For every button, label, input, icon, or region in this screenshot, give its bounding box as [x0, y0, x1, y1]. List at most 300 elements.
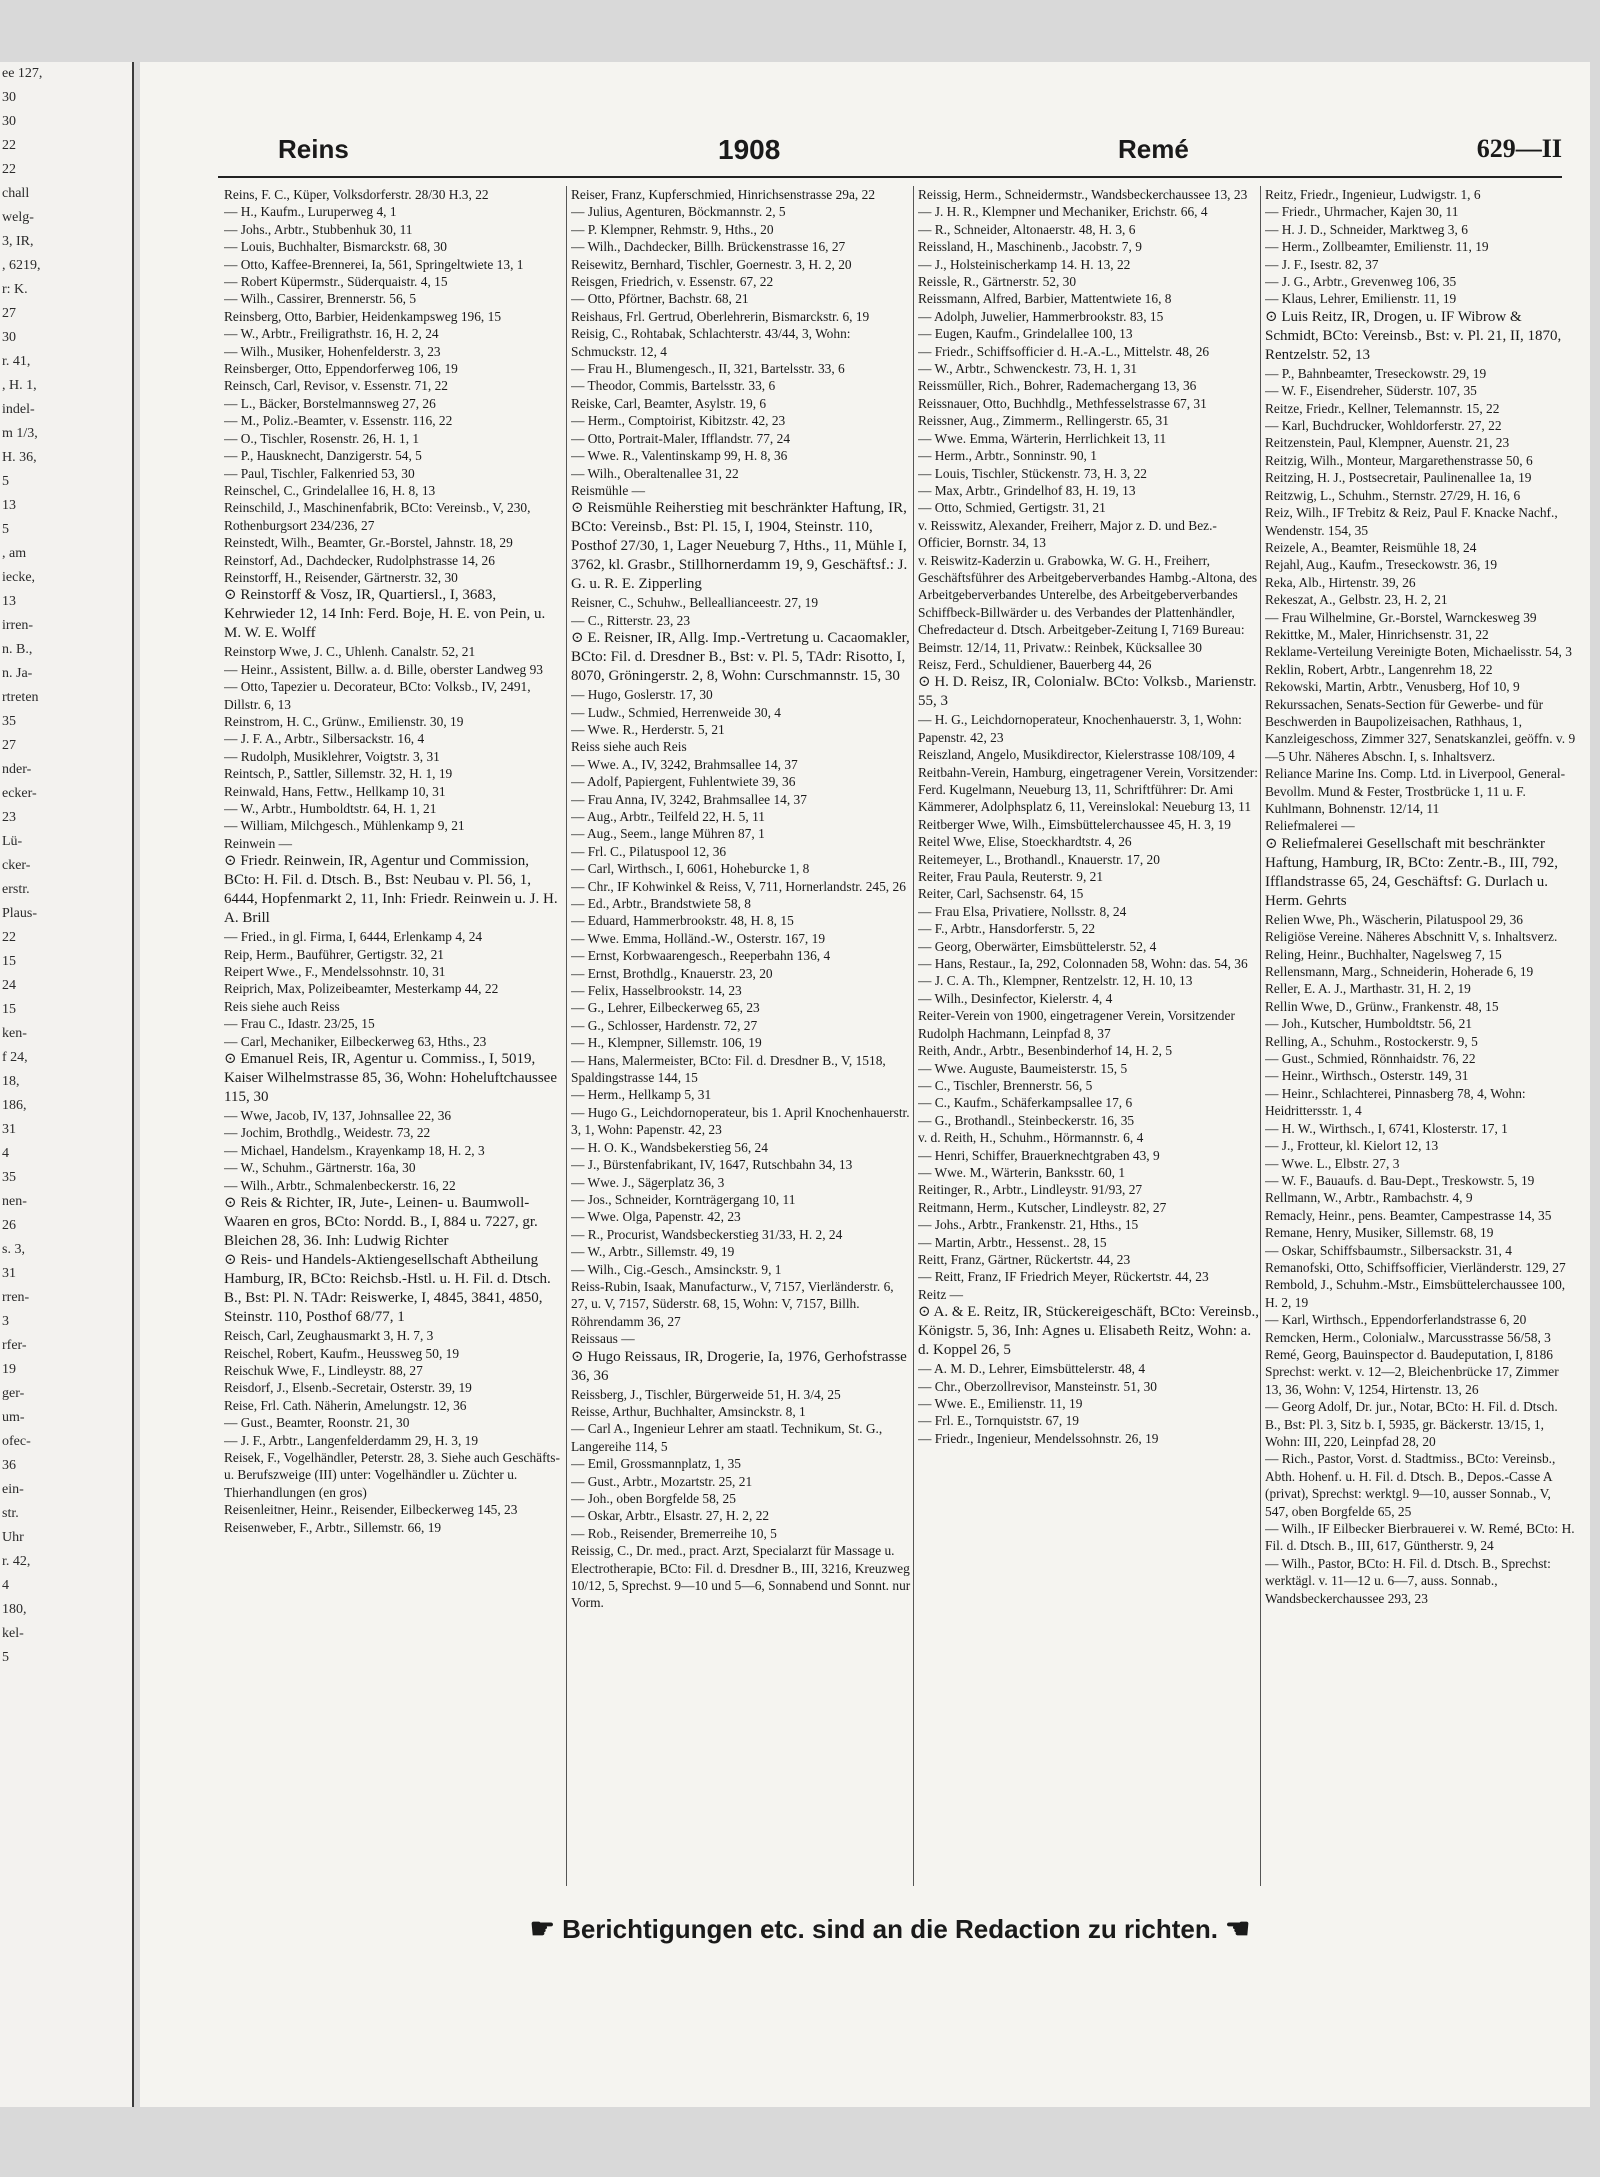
previous-page-fragment: ein- [2, 1482, 24, 1497]
directory-entry: Reinsberg, Otto, Barbier, Heidenkampsweg 196, 15 [224, 308, 502, 324]
directory-entry: v. Reiswitz-Kaderzin u. Grabowka, W. G. H., Freiherr, Geschäftsführer des Arbeitgeberverbandes Hambg.-Altona, des Arbeitgeberverbandes Unterelbe, des Arbeitgeberverbandes Schiffbeck-Billwärder u. des Verbandes der Plattenhändler, Chefredacteur d. Dtsch. Arbeitgeber-Zeitung I, 7169 Bureau: Beimstr. 12/14, 11, Privatw.: Reinbek, Kücksallee 30 [918, 552, 1258, 655]
directory-entry: Reissig, Herm., Schneidermstr., Wandsbeckerchaussee 13, 23 [918, 187, 1248, 202]
previous-page-fragment: 35 [2, 1170, 16, 1185]
directory-entry: — Chr., Oberzollrevisor, Mansteinstr. 51, 30 [918, 1378, 1157, 1394]
directory-entry: — Jos., Schneider, Kornträgergang 10, 11 [571, 1191, 796, 1207]
directory-entry: Reissberg, J., Tischler, Bürgerweide 51, H. 3/4, 25 [571, 1386, 841, 1402]
directory-entry: Reisz, Ferd., Schuldiener, Bauerberg 44, 26 [918, 656, 1152, 672]
directory-entry: — Adolf, Papiergent, Fuhlentwiete 39, 36 [571, 774, 796, 790]
directory-entry: — H., Kaufm., Luruperweg 4, 1 [224, 204, 397, 220]
directory-entry: Reiser, Franz, Kupferschmied, Hinrichsenstrasse 29a, 22 [571, 187, 876, 202]
directory-entry: ⊙ Reinstorff & Vosz, IR, Quartiersl., I, 3683, Kehrwieder 12, 14 Inh: Ferd. Boje, H. E. von Pein, u. M. W. E. Wolff [224, 587, 546, 642]
directory-entry: — Reitt, Franz, IF Friedrich Meyer, Rückertstr. 44, 23 [918, 1269, 1209, 1285]
directory-entry: Reitmann, Herm., Kutscher, Lindleystr. 82, 27 [918, 1199, 1167, 1215]
directory-entry: Reisig, C., Rohtabak, Schlachterstr. 43/44, 3, Wohn: Schmuckstr. 12, 4 [571, 326, 851, 359]
directory-entry: Reitze, Friedr., Kellner, Telemannstr. 15, 22 [1265, 400, 1500, 416]
directory-entry: Reklame-Verteilung Vereinigte Boten, Michaelisstr. 54, 3 [1265, 644, 1572, 660]
directory-entry: Reitt, Franz, Gärtner, Rückertstr. 44, 23 [918, 1251, 1131, 1267]
directory-entry: ⊙ Reliefmalerei Gesellschaft mit beschränkter Haftung, Hamburg, IR, BCto: Zentr.-B., III, 792, Ifflandstrasse 65, 24, Geschäftsf: G. Durlach u. Herm. Gehrts [1265, 835, 1559, 909]
directory-entry: — Otto, Schmied, Gertigstr. 31, 21 [918, 500, 1106, 516]
directory-entry: Rejahl, Aug., Kaufm., Treseckowstr. 36, 19 [1265, 557, 1498, 573]
directory-entry: — Georg Adolf, Dr. jur., Notar, BCto: H. Fil. d. Dtsch. B., Bst: Pl. 3, Sitz b. I, 5935, gr. Bäckerstr. 13/15, 1, Wohn: III, 220, Leinpfad 28, 20 [1265, 1399, 1558, 1449]
directory-entry: Reka, Alb., Hirtenstr. 39, 26 [1265, 574, 1416, 590]
directory-entry: Reitzing, H. J., Postsecretair, Paulinenallee 1a, 19 [1265, 470, 1532, 486]
directory-entry: Reissland, H., Maschinenb., Jacobstr. 7, 9 [918, 239, 1142, 255]
directory-entry: Reinstorf, Ad., Dachdecker, Rudolphstrasse 14, 26 [224, 552, 495, 568]
directory-entry: — Herm., Zollbeamter, Emilienstr. 11, 19 [1265, 239, 1489, 255]
previous-page-fragment: 18, [2, 1074, 20, 1089]
directory-entry: Reitzenstein, Paul, Klempner, Auenstr. 21, 23 [1265, 435, 1510, 451]
directory-entry: Reipert Wwe., F., Mendelssohnstr. 10, 31 [224, 964, 446, 980]
directory-entry: Reischel, Robert, Kaufm., Heussweg 50, 19 [224, 1345, 460, 1361]
directory-entry: — H., Klempner, Sillemstr. 106, 19 [571, 1035, 762, 1051]
directory-entry: Reinstorff, H., Reisender, Gärtnerstr. 32, 30 [224, 569, 458, 585]
directory-entry: — Chr., IF Kohwinkel & Reiss, V, 711, Hornerlandstr. 245, 26 [571, 878, 906, 894]
directory-entry: Reiszland, Angelo, Musikdirector, Kielerstrasse 108/109, 4 [918, 747, 1235, 763]
directory-entry: — H. W., Wirthsch., I, 6741, Klosterstr. 17, 1 [1265, 1120, 1508, 1136]
directory-entry: — C., Kaufm., Schäferkampsallee 17, 6 [918, 1095, 1133, 1111]
previous-page-fragment: 36 [2, 1458, 16, 1473]
previous-page-fragment: , H. 1, [2, 378, 37, 393]
directory-entry: — Carl, Wirthsch., I, 6061, Hoheburcke 1, 8 [571, 861, 810, 877]
previous-page-fragment: 186, [2, 1098, 27, 1113]
directory-entry: Relling, A., Schuhm., Rostockerstr. 9, 5 [1265, 1033, 1478, 1049]
previous-page-fragment: welg- [2, 210, 34, 225]
directory-entry: — Adolph, Juwelier, Hammerbrookstr. 83, 15 [918, 308, 1164, 324]
column-1 [224, 186, 565, 1886]
directory-entry: — J. F. A., Arbtr., Silbersackstr. 16, 4 [224, 731, 425, 747]
directory-entry: — Otto, Kaffee-Brennerei, Ia, 561, Springeltwiete 13, 1 [224, 256, 524, 272]
footer-notice [218, 1912, 1562, 1945]
directory-entry: — W., Arbtr., Freiligrathstr. 16, H. 2, 24 [224, 326, 439, 342]
directory-entry: Reissaus — [571, 1331, 635, 1347]
directory-entry: — Joh., oben Borgfelde 58, 25 [571, 1491, 736, 1506]
directory-entry: Rekurssachen, Senats-Section für Gewerbe- und für Beschwerden in Baupolizeisachen, Rathhaus, 1, Kanzleigeschoss, Zimmer 327, Senatskanzlei, geöffn. v. 9—5 Uhr. Näheres Abschn. I, s. Inhaltsverz. [1265, 696, 1576, 764]
directory-entry: — Aug., Arbtr., Teilfeld 22, H. 5, 11 [571, 808, 765, 824]
directory-entry: — R., Schneider, Altonaerstr. 48, H. 3, 6 [918, 221, 1136, 237]
previous-page-fragment: ee 127, [2, 66, 43, 81]
directory-entry: — Wwe. J., Sägerplatz 36, 3 [571, 1174, 725, 1190]
directory-entry: — Carl, Mechaniker, Eilbeckerweg 63, Hths., 23 [224, 1033, 487, 1049]
directory-entry: — Frau Wilhelmine, Gr.-Borstel, Warnckesweg 39 [1265, 609, 1537, 625]
directory-entry: Reith, Andr., Arbtr., Besenbinderhof 14, H. 2, 5 [918, 1043, 1173, 1059]
directory-entry: Reinstedt, Wilh., Beamter, Gr.-Borstel, Jahnstr. 18, 29 [224, 535, 513, 551]
directory-entry: — J. C. A. Th., Klempner, Rentzelstr. 12, H. 10, 13 [918, 973, 1193, 989]
previous-page-fragment: s. 3, [2, 1242, 25, 1257]
directory-entry: — P. Klempner, Rehmstr. 9, Hths., 20 [571, 221, 774, 237]
directory-entry: — Friedr., Ingenieur, Mendelssohnstr. 26, 19 [918, 1430, 1159, 1446]
directory-entry: Reitzig, Wilh., Monteur, Margarethenstrasse 50, 6 [1265, 452, 1533, 468]
directory-entry: Reiprich, Max, Polizeibeamter, Mesterkamp 44, 22 [224, 981, 499, 997]
previous-page-fragment: str. [2, 1506, 19, 1521]
directory-entry: — Hans, Malermeister, BCto: Fil. d. Dresdner B., V, 1518, Spaldingstrasse 144, 15 [571, 1052, 886, 1086]
directory-entry: — Aug., Seem., lange Mühren 87, 1 [571, 826, 765, 842]
directory-entry: — Otto, Portrait-Maler, Ifflandstr. 77, 24 [571, 430, 791, 446]
directory-entry: — Klaus, Lehrer, Emilienstr. 11, 19 [1265, 291, 1457, 307]
directory-entry: Reitberger Wwe, Wilh., Eimsbüttelerchaussee 45, H. 3, 19 [918, 816, 1231, 832]
directory-entry: — R., Procurist, Wandsbeckerstieg 31/33, H. 2, 24 [571, 1226, 843, 1242]
directory-entry: Reissig, C., Dr. med., pract. Arzt, Specialarzt für Massage u. Electrotherapie, BCto: Fil. d. Dresdner B., III, 3216, Kreuzweg 10/12, 5, Sprechst. 9—10 und 5—6, Sonnabend und Sonnt. nur Vorm. [571, 1543, 911, 1611]
directory-entry: — Martin, Arbtr., Hessenst.. 28, 15 [918, 1234, 1107, 1250]
directory-entry: — J., Frotteur, kl. Kielort 12, 13 [1265, 1138, 1439, 1154]
directory-entry: — Robert Küpermstr., Süderquaistr. 4, 15 [224, 274, 448, 290]
directory-entry: — O., Tischler, Rosenstr. 26, H. 1, 1 [224, 430, 420, 446]
directory-entry: — Karl, Wirthsch., Eppendorferlandstrasse 6, 20 [1265, 1312, 1527, 1328]
directory-entry: Reliefmalerei — [1265, 818, 1355, 834]
pointing-hand-icon: ☚ [1225, 1913, 1251, 1944]
directory-entry: Reizele, A., Beamter, Reismühle 18, 24 [1265, 539, 1477, 555]
directory-entry: — Oskar, Arbtr., Elsastr. 27, H. 2, 22 [571, 1508, 770, 1524]
directory-entry: — W. F., Eisendreher, Süderstr. 107, 35 [1265, 383, 1477, 399]
previous-page-fragment: m 1/3, [2, 426, 38, 441]
previous-page-fragment: 5 [2, 522, 9, 537]
directory-entry: — Friedr., Schiffsofficier d. H.-A.-L., Mittelstr. 48, 26 [918, 343, 1210, 359]
directory-entry: — Frl. E., Tornquiststr. 67, 19 [918, 1413, 1080, 1429]
directory-entry: Reling, Heinr., Buchhalter, Nagelsweg 7, 15 [1265, 946, 1502, 962]
previous-page-fragment: ecker- [2, 786, 37, 801]
directory-entry: Reitel Wwe, Elise, Stoeckhardtstr. 4, 26 [918, 834, 1132, 850]
previous-page-fragment: 22 [2, 162, 16, 177]
previous-page-fragment: f 24, [2, 1050, 28, 1065]
directory-entry: — Wwe. R., Valentinskamp 99, H. 8, 36 [571, 448, 788, 464]
directory-entry: — Eugen, Kaufm., Grindelallee 100, 13 [918, 326, 1133, 342]
directory-entry: — W., Arbtr., Sillemstr. 49, 19 [571, 1244, 735, 1260]
directory-entry: — J. H. R., Klempner und Mechaniker, Erichstr. 66, 4 [918, 204, 1208, 220]
directory-entry: — Herm., Arbtr., Sonninstr. 90, 1 [918, 448, 1097, 464]
previous-page-fragment: cker- [2, 858, 31, 873]
previous-page-fragment: um- [2, 1410, 25, 1425]
directory-entry: Reissnauer, Otto, Buchhdlg., Methfesselstrasse 67, 31 [918, 395, 1207, 411]
directory-entry: Reismühle — [571, 482, 646, 498]
directory-entry: — Wwe. E., Emilienstr. 11, 19 [918, 1396, 1083, 1411]
previous-page-fragment: 19 [2, 1362, 16, 1377]
previous-page-fragment: 24 [2, 978, 16, 993]
previous-page-edge [0, 62, 134, 2107]
directory-entry: — Karl, Buchdrucker, Wohldorferstr. 27, 22 [1265, 418, 1502, 434]
previous-page-fragment: 22 [2, 930, 16, 945]
previous-page-fragment: n. Ja- [2, 666, 33, 681]
directory-entry: — Frl. C., Pilatuspool 12, 36 [571, 843, 727, 859]
directory-entry: — P., Hausknecht, Danzigerstr. 54, 5 [224, 448, 422, 464]
directory-entry: — Otto, Pförtner, Bachstr. 68, 21 [571, 291, 749, 307]
directory-entry: — C., Ritterstr. 23, 23 [571, 612, 691, 628]
directory-entry: — Ernst, Korbwaarengesch., Reeperbahn 136, 4 [571, 948, 831, 964]
directory-entry: — Wwe. A., IV, 3242, Brahmsallee 14, 37 [571, 756, 798, 772]
directory-entry: ⊙ A. & E. Reitz, IR, Stückereigeschäft, BCto: Vereinsb., Königstr. 5, 36, Inh: Agnes u. Elisabeth Reitz, Wohn: a. d. Koppel 26, 5 [918, 1304, 1259, 1359]
directory-entry: Reiter, Carl, Sachsenstr. 64, 15 [918, 886, 1084, 902]
directory-entry: Rellin Wwe, D., Grünw., Frankenstr. 48, 15 [1265, 998, 1499, 1014]
directory-entry: — Louis, Buchhalter, Bismarckstr. 68, 30 [224, 239, 447, 255]
directory-entry: — Heinr., Schlachterei, Pinnasberg 78, 4, Wohn: Heidrittersstr. 1, 4 [1265, 1085, 1526, 1119]
directory-entry: Reinstorp Wwe, J. C., Uhlenh. Canalstr. 52, 21 [224, 644, 476, 660]
directory-entry: Reisch, Carl, Zeughausmarkt 3, H. 7, 3 [224, 1328, 434, 1344]
directory-entry: — Carl A., Ingenieur Lehrer am staatl. Technikum, St. G., Langereihe 114, 5 [571, 1421, 883, 1454]
directory-page [140, 62, 1590, 2107]
directory-entry: — Otto, Tapezier u. Decorateur, BCto: Volksb., IV, 2491, Dillstr. 6, 13 [224, 679, 531, 712]
directory-entry: Remcken, Herm., Colonialw., Marcusstrasse 56/58, 3 [1265, 1329, 1551, 1345]
directory-entry: — Jochim, Brothdlg., Weidestr. 73, 22 [224, 1125, 431, 1141]
directory-entry: ⊙ Friedr. Reinwein, IR, Agentur und Commission, BCto: H. Fil. d. Dtsch. B., Bst: Neubau v. Pl. 56, 1, 6444, Hopfenmarkt 2, 11, Inh: Friedr. Reinwein u. J. H. A. Brill [224, 853, 558, 927]
previous-page-fragment: 180, [2, 1602, 27, 1617]
directory-entry: — G., Lehrer, Eilbeckerweg 65, 23 [571, 1000, 760, 1016]
directory-entry: — Wilh., Oberaltenallee 31, 22 [571, 465, 739, 481]
previous-page-fragment: 27 [2, 306, 16, 321]
directory-entry: — J., Holsteinischerkamp 14. H. 13, 22 [918, 256, 1131, 272]
directory-entry: — J. G., Arbtr., Grevenweg 106, 35 [1265, 274, 1457, 290]
previous-page-fragment: 26 [2, 1218, 16, 1233]
directory-entry: — W. F., Bauaufs. d. Bau-Dept., Treskowstr. 5, 19 [1265, 1172, 1535, 1188]
directory-entry: — Louis, Tischler, Stückenstr. 73, H. 3, 22 [918, 465, 1147, 481]
directory-entry: Rekeszat, A., Gelbstr. 23, H. 2, 21 [1265, 592, 1448, 608]
directory-entry: — Eduard, Hammerbrookstr. 48, H. 8, 15 [571, 913, 794, 929]
previous-page-fragment: 13 [2, 498, 16, 513]
previous-page-fragment: 31 [2, 1122, 16, 1137]
directory-entry: Reissmüller, Rich., Bohrer, Rademachergang 13, 36 [918, 378, 1197, 394]
directory-entry: — Wwe. Emma, Holländ.-W., Osterstr. 167, 19 [571, 930, 826, 946]
directory-entry: Reisek, F., Vogelhändler, Peterstr. 28, 3. Siehe auch Geschäfts- u. Berufszweige (III) unter: Vogelhändler u. Züchter u. Thierhandlungen (en gros) [224, 1449, 560, 1500]
directory-entry: — H. O. K., Wandsbekerstieg 56, 24 [571, 1139, 768, 1155]
previous-page-fragment: iecke, [2, 570, 36, 585]
directory-entry: — F., Arbtr., Hansdorferstr. 5, 22 [918, 921, 1096, 937]
previous-page-fragment: 15 [2, 1002, 16, 1017]
directory-entry: — Frau H., Blumengesch., II, 321, Bartelsstr. 33, 6 [571, 361, 845, 377]
directory-entry: Reinsberger, Otto, Eppendorferweg 106, 19 [224, 361, 458, 377]
directory-entry: Reitz — [918, 1286, 963, 1302]
previous-page-fragment: r: K. [2, 282, 28, 297]
directory-entry: Reise, Frl. Cath. Näherin, Amelungstr. 12, 36 [224, 1397, 467, 1413]
directory-entry: — Oskar, Schiffsbaumstr., Silbersackstr. 31, 4 [1265, 1242, 1512, 1258]
previous-page-fragment: nen- [2, 1194, 27, 1209]
directory-entry: Reitbahn-Verein, Hamburg, eingetragener Verein, Vorsitzender: Ferd. Kugelmann, Neueburg 13, 11, Schriftführer: Dr. Ami Kämmerer, Adolphsplatz 6, 11, Vereinslokal: Neueburg 13, 11 [918, 764, 1258, 815]
directory-entry: Remanofski, Otto, Schiffsofficier, Vierländerstr. 129, 27 [1265, 1259, 1566, 1275]
directory-entry: Reinwald, Hans, Fettw., Hellkamp 10, 31 [224, 783, 446, 799]
directory-entry: Reklin, Robert, Arbtr., Langenrehm 18, 22 [1265, 661, 1493, 677]
directory-entry: Reisner, C., Schuhw., Belleallianceestr. 27, 19 [571, 595, 819, 611]
previous-page-fragment: 3 [2, 1314, 9, 1329]
directory-entry: — Ed., Arbtr., Brandstwiete 58, 8 [571, 896, 752, 911]
directory-entry: — Herm., Hellkamp 5, 31 [571, 1087, 712, 1103]
header-left-keyword: Reins [278, 134, 349, 164]
directory-entry: — Ernst, Brothdlg., Knauerstr. 23, 20 [571, 965, 773, 981]
directory-entry: — Friedr., Uhrmacher, Kajen 30, 11 [1265, 204, 1459, 220]
column-4 [1265, 186, 1576, 1886]
directory-entry: — Wilh., IF Eilbecker Bierbrauerei v. W. Remé, BCto: H. Fil. d. Dtsch. B., III, 617, Güntherstr. 9, 24 [1265, 1521, 1575, 1554]
directory-entry: — Wwe. Auguste, Baumeisterstr. 15, 5 [918, 1060, 1128, 1076]
column-2 [571, 186, 912, 1886]
previous-page-fragment: nder- [2, 762, 32, 777]
directory-entry: — Wwe. L., Elbstr. 27, 3 [1265, 1155, 1400, 1171]
page-number: 629—II [1476, 134, 1562, 163]
directory-entry: ⊙ Reismühle Reiherstieg mit beschränkter Haftung, IR, BCto: Vereinsb., Bst: Pl. 15, I, 1904, Steinstr. 110, Posthof 27/30, 1, Lager Neueburg 7, Hths., 11, Mühle I, 3762, kl. Grasbr., Stillhornerdamm 19, 9, Geschäftsf.: J. G. u. R. E. Zipperling [571, 500, 908, 593]
directory-entry: — W., Schuhm., Gärtnerstr. 16a, 30 [224, 1160, 416, 1176]
directory-entry: Reissmann, Alfred, Barbier, Mattentwiete 16, 8 [918, 291, 1172, 307]
previous-page-fragment: 30 [2, 330, 16, 345]
directory-entry: Reip, Herm., Bauführer, Gertigstr. 32, 21 [224, 946, 444, 962]
previous-page-fragment: 22 [2, 138, 16, 153]
directory-entry: — Johs., Arbtr., Frankenstr. 21, Hths., 15 [918, 1217, 1139, 1233]
page-header [218, 134, 1562, 174]
directory-entry: — J. F., Arbtr., Langenfelderdamm 29, H. 3, 19 [224, 1432, 479, 1448]
previous-page-fragment: kel- [2, 1626, 24, 1641]
directory-entry: — Herm., Comptoirist, Kibitzstr. 42, 23 [571, 413, 786, 429]
directory-entry: — Heinr., Wirthsch., Osterstr. 149, 31 [1265, 1068, 1469, 1084]
directory-entry: — Ludw., Schmied, Herrenweide 30, 4 [571, 704, 781, 720]
directory-entry: Reisenleitner, Heinr., Reisender, Eilbeckerweg 145, 23 [224, 1502, 518, 1518]
directory-entry: — Wilh., Desinfector, Kielerstr. 4, 4 [918, 990, 1113, 1006]
directory-entry: — Julius, Agenturen, Böckmannstr. 2, 5 [571, 204, 786, 220]
directory-entry: — Wilh., Musiker, Hohenfelderstr. 3, 23 [224, 343, 441, 359]
directory-entry: Relien Wwe, Ph., Wäscherin, Pilatuspool 29, 36 [1265, 911, 1523, 927]
previous-page-fragment: r. 42, [2, 1554, 31, 1569]
directory-entry: Religiöse Vereine. Näheres Abschnitt V, s. Inhaltsverz. [1265, 929, 1558, 945]
directory-entry: Reinwein — [224, 835, 293, 851]
directory-entry: — Rudolph, Musiklehrer, Voigtstr. 3, 31 [224, 748, 440, 764]
directory-entry: — Wilh., Dachdecker, Billh. Brückenstrasse 16, 27 [571, 239, 846, 255]
directory-entry: — Henri, Schiffer, Brauerknechtgraben 43, 9 [918, 1147, 1160, 1163]
directory-entry: — Frau Anna, IV, 3242, Brahmsallee 14, 37 [571, 791, 807, 807]
directory-entry: — H. G., Leichdornoperateur, Knochenhauerstr. 3, 1, Wohn: Papenstr. 42, 23 [918, 712, 1242, 745]
directory-entry: Reliance Marine Ins. Comp. Ltd. in Liverpool, General-Bevollm. Mund & Fester, Trostbrücke 1, 11 u. F. Kuhlmann, Bohnenstr. 12/14, 11 [1265, 766, 1566, 816]
directory-entry: Reitinger, R., Arbtr., Lindleystr. 91/93, 27 [918, 1182, 1143, 1198]
previous-page-fragment: 15 [2, 954, 16, 969]
previous-page-fragment: 5 [2, 1650, 9, 1665]
directory-entry: — W., Arbtr., Humboldtstr. 64, H. 1, 21 [224, 801, 437, 816]
directory-entry: v. Reisswitz, Alexander, Freiherr, Major z. D. und Bez.-Officier, Bornstr. 34, 13 [918, 517, 1217, 551]
directory-entry: Reitz, Friedr., Ingenieur, Ludwigstr. 1, 6 [1265, 187, 1481, 202]
previous-page-fragment: rtreten [2, 690, 39, 705]
previous-page-fragment: 30 [2, 114, 16, 129]
previous-page-fragment: ken- [2, 1026, 27, 1041]
directory-entry: — Max, Arbtr., Grindelhof 83, H. 19, 13 [918, 482, 1136, 498]
header-right-keyword: Remé [1118, 134, 1189, 164]
directory-entry: — Wwe. M., Wärterin, Banksstr. 60, 1 [918, 1164, 1126, 1180]
directory-entry: ⊙ E. Reisner, IR, Allg. Imp.-Vertretung u. Cacaomakler, BCto: Fil. d. Dresdner B., Bst: v. Pl. 5, TAdr: Risotto, I, 8070, Gröningerstr. 2, 8, Wohn: Curschmannstr. 15, 30 [571, 630, 910, 685]
directory-entry: — Hans, Restaur., Ia, 292, Colonnaden 58, Wohn: das. 54, 36 [918, 956, 1248, 972]
directory-entry: — Paul, Tischler, Falkenried 53, 30 [224, 465, 415, 481]
directory-entry: Remacly, Heinr., pens. Beamter, Campestrasse 14, 35 [1265, 1207, 1552, 1223]
directory-entry: — Rich., Pastor, Vorst. d. Stadtmiss., BCto: Vereinsb., Abth. Hohenf. u. H. Fil. d. Dtsch. B., Depos.-Casse A (privat), Sprechst: werktgl. 9—10, ausser Sonnab., V, 547, oben Borgfelde 65, 25 [1265, 1451, 1556, 1519]
previous-page-fragment: 35 [2, 714, 16, 729]
directory-entry: Remé, Georg, Bauinspector d. Baudeputation, I, 8186 Sprechst: werkt. v. 12—2, Bleichenbrücke 17, Zimmer 13, 36, Wohn: V, 1254, Hirtenstr. 13, 26 [1265, 1346, 1559, 1397]
directory-entry: Reisewitz, Bernhard, Tischler, Goernestr. 3, H. 2, 20 [571, 256, 852, 272]
directory-entry: — Felix, Hasselbrookstr. 14, 23 [571, 983, 742, 999]
directory-entry: — Wilh., Cassirer, Brennerstr. 56, 5 [224, 291, 417, 307]
directory-entry: Remane, Henry, Musiker, Sillemstr. 68, 19 [1265, 1225, 1494, 1241]
directory-entry: Reiter, Frau Paula, Reuterstr. 9, 21 [918, 869, 1104, 885]
directory-entry: Rembold, J., Schuhm.-Mstr., Eimsbüttelerchaussee 100, H. 2, 19 [1265, 1277, 1566, 1310]
previous-page-fragment: 23 [2, 810, 16, 825]
directory-entry: Reisenweber, F., Arbtr., Sillemstr. 66, 19 [224, 1519, 442, 1535]
previous-page-fragment: ofec- [2, 1434, 31, 1449]
previous-page-fragment: Uhr [2, 1530, 24, 1545]
previous-page-fragment: 5 [2, 474, 9, 489]
directory-entry: Reinsch, Carl, Revisor, v. Essenstr. 71, 22 [224, 378, 448, 394]
directory-entry: Rekittke, M., Maler, Hinrichsenstr. 31, 22 [1265, 626, 1489, 642]
directory-entry: — L., Bäcker, Borstelmannsweg 27, 26 [224, 395, 436, 411]
previous-page-fragment: H. 36, [2, 450, 37, 465]
directory-entry: — A. M. D., Lehrer, Eimsbüttelerstr. 48, 4 [918, 1361, 1146, 1377]
directory-entry: Reitzwig, L., Schuhm., Sternstr. 27/29, H. 16, 6 [1265, 487, 1521, 503]
directory-entry: — Heinr., Assistent, Billw. a. d. Bille, oberster Landweg 93 [224, 661, 543, 677]
header-rule [218, 176, 1562, 178]
directory-entry: — J., Bürstenfabrikant, IV, 1647, Rutschbahn 34, 13 [571, 1157, 853, 1173]
directory-entry: ⊙ H. D. Reisz, IR, Colonialw. BCto: Volksb., Marienstr. 55, 3 [918, 674, 1257, 710]
directory-entry: — Emil, Grossmannplatz, 1, 35 [571, 1456, 741, 1472]
column-divider [1260, 186, 1261, 1886]
directory-entry: — Wilh., Pastor, BCto: H. Fil. d. Dtsch. B., Sprechst: werktägl. v. 11—12 u. 6—7, auss. Sonnab., Wandsbeckerchaussee 293, 23 [1265, 1555, 1551, 1606]
directory-entry: — Michael, Handelsm., Krayenkamp 18, H. 2, 3 [224, 1142, 485, 1158]
directory-entry: — Wwe. Olga, Papenstr. 42, 23 [571, 1209, 741, 1225]
previous-page-fragment: indel- [2, 402, 35, 417]
directory-entry: — Wwe, Jacob, IV, 137, Johnsallee 22, 36 [224, 1108, 452, 1124]
previous-page-fragment: n. B., [2, 642, 33, 657]
previous-page-fragment: erstr. [2, 882, 30, 897]
directory-entry: — William, Milchgesch., Mühlenkamp 9, 21 [224, 818, 465, 834]
directory-entry: Rellmann, W., Arbtr., Rambachstr. 4, 9 [1265, 1190, 1473, 1206]
directory-entry: — W., Arbtr., Schwenckestr. 73, H. 1, 31 [918, 361, 1138, 377]
directory-entry: Reissner, Aug., Zimmerm., Rellingerstr. 65, 31 [918, 413, 1169, 429]
directory-entry: Reisse, Arthur, Buchhalter, Amsinckstr. 8, 1 [571, 1403, 806, 1419]
previous-page-fragment: Lü- [2, 834, 23, 849]
previous-page-fragment: 4 [2, 1146, 9, 1161]
previous-page-fragment: , am [2, 546, 27, 561]
directory-entry: Reischuk Wwe, F., Lindleystr. 88, 27 [224, 1362, 423, 1378]
directory-entry: — Wilh., Arbtr., Schmalenbeckerstr. 16, 22 [224, 1177, 456, 1193]
previous-page-fragment: irren- [2, 618, 34, 633]
directory-entry: — Gust., Arbtr., Mozartstr. 25, 21 [571, 1473, 753, 1489]
column-3 [918, 186, 1259, 1886]
directory-entry: — C., Tischler, Brennerstr. 56, 5 [918, 1077, 1093, 1093]
directory-entry: — Rob., Reisender, Bremerreihe 10, 5 [571, 1525, 777, 1541]
previous-page-fragment: 27 [2, 738, 16, 753]
directory-entry: Reiss siehe auch Reis [571, 739, 687, 755]
directory-entry: Reishaus, Frl. Gertrud, Oberlehrerin, Bismarckstr. 6, 19 [571, 308, 870, 324]
directory-entry: — Gust., Beamter, Roonstr. 21, 30 [224, 1415, 410, 1431]
directory-entry: — G., Schlosser, Hardenstr. 72, 27 [571, 1017, 758, 1033]
previous-page-fragment: 3, IR, [2, 234, 34, 249]
directory-entry: Reins, F. C., Küper, Volksdorferstr. 28/30 H.3, 22 [224, 187, 489, 202]
directory-entry: Reitemeyer, L., Brothandl., Knauerstr. 17, 20 [918, 851, 1160, 867]
previous-page-fragment: 4 [2, 1578, 9, 1593]
directory-entry: Reiz, Wilh., IF Trebitz & Reiz, Paul F. Knacke Nachf., Wendenstr. 154, 35 [1265, 505, 1558, 538]
directory-entry: — Theodor, Commis, Bartelsstr. 33, 6 [571, 378, 776, 394]
previous-page-fragment: chall [2, 186, 30, 201]
directory-entry: — Johs., Arbtr., Stubbenhuk 30, 11 [224, 221, 413, 237]
directory-entry: — Wwe. Emma, Wärterin, Herrlichkeit 13, 11 [918, 430, 1167, 446]
directory-entry: Reissle, R., Gärtnerstr. 52, 30 [918, 274, 1077, 290]
directory-entry: Reinschild, J., Maschinenfabrik, BCto: Vereinsb., V, 230, Rothenburgsort 234/236, 27 [224, 500, 531, 533]
directory-entry: — Hugo G., Leichdornoperateur, bis 1. April Knochenhauerstr. 3, 1, Wohn: Papenstr. 42, 23 [571, 1104, 910, 1138]
directory-entry: — G., Brothandl., Steinbeckerstr. 16, 35 [918, 1112, 1135, 1128]
directory-entry: Reisgen, Friedrich, v. Essenstr. 67, 22 [571, 274, 774, 290]
previous-page-fragment: 31 [2, 1266, 16, 1281]
column-divider [566, 186, 567, 1886]
directory-entry: Reinschel, C., Grindelallee 16, H. 8, 13 [224, 482, 436, 498]
directory-entry: — Hugo, Goslerstr. 17, 30 [571, 687, 713, 703]
directory-entry: Reisdorf, J., Elsenb.-Secretair, Osterstr. 39, 19 [224, 1380, 472, 1396]
directory-entry: Reis siehe auch Reiss [224, 998, 340, 1014]
directory-entry: ⊙ Hugo Reissaus, IR, Drogerie, Ia, 1976, Gerhofstrasse 36, 36 [571, 1348, 907, 1384]
directory-entry: — Frau C., Idastr. 23/25, 15 [224, 1016, 375, 1032]
previous-page-fragment: , 6219, [2, 258, 41, 273]
directory-entry: — Fried., in gl. Firma, I, 6444, Erlenkamp 4, 24 [224, 929, 483, 945]
directory-entry: — Joh., Kutscher, Humboldtstr. 56, 21 [1265, 1016, 1473, 1032]
directory-entry: Reintsch, P., Sattler, Sillemstr. 32, H. 1, 19 [224, 766, 453, 782]
previous-page-fragment: rfer- [2, 1338, 27, 1353]
directory-entry: — Georg, Oberwärter, Eimsbüttelerstr. 52, 4 [918, 938, 1157, 954]
directory-entry: Reiss-Rubin, Isaak, Manufacturw., V, 7157, Vierländerstr. 6, 27, u. V, 7157, Süderstr. 68, 15, Wohn: V, 7157, Billh. Röhrendamm 36, 27 [571, 1278, 894, 1329]
previous-page-fragment: Plaus- [2, 906, 37, 921]
